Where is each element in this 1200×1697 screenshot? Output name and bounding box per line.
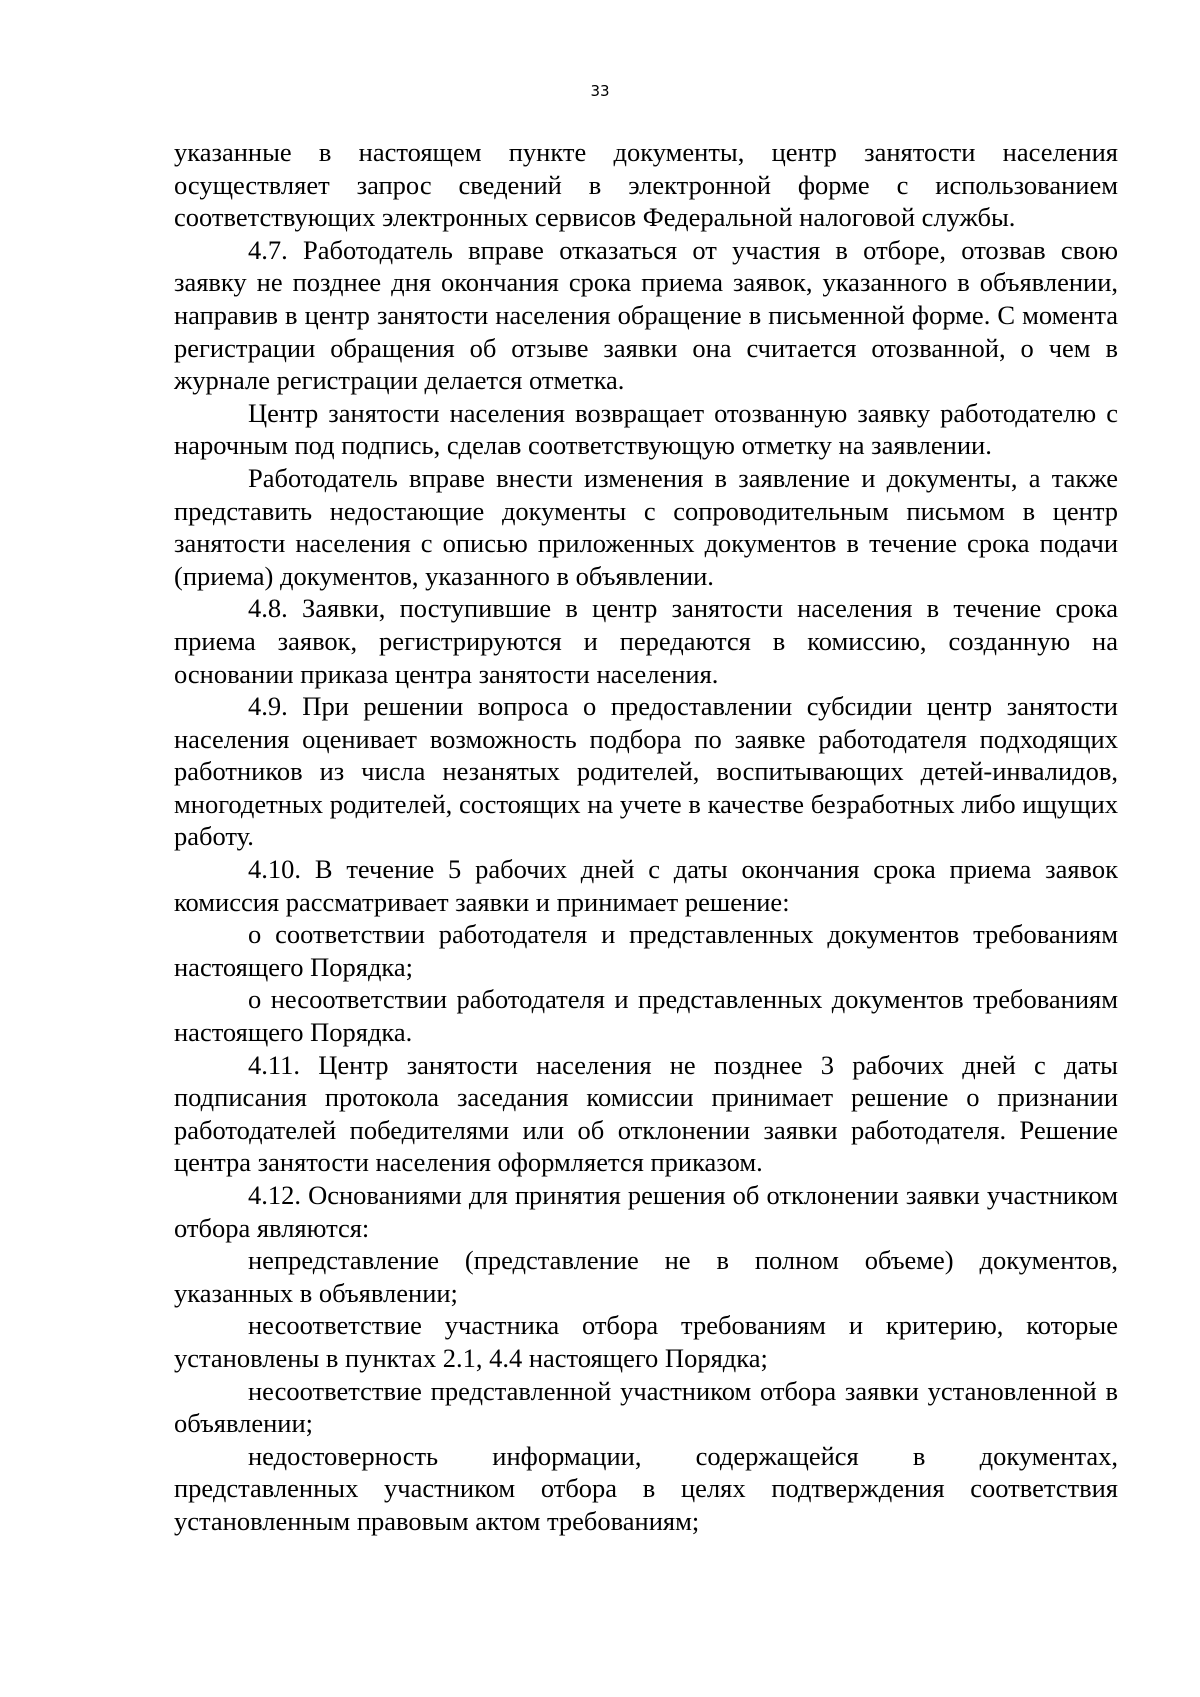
paragraph-4-9: 4.9. При решении вопроса о предоставлении субсидии центр занятости населения оценивает возможность подбора по заявке работодателя подходящих работников из числа незанятых родителей, воспитывающих детей-инвалидов, многодетных родителей, состоящих на учете в качестве безработных либо ищущих работу. — [174, 691, 1118, 852]
page-number: 33 — [590, 82, 610, 100]
paragraph-4-10: 4.10. В течение 5 рабочих дней с даты окончания срока приема заявок комиссия рассматривает заявки и принимает решение: — [174, 854, 1118, 917]
list-item: несоответствие участника отбора требованиям и критерию, которые установлены в пунктах 2.1, 4.4 настоящего Порядка; — [174, 1310, 1118, 1373]
paragraph: Центр занятости населения возвращает отозванную заявку работодателю с нарочным под подпись, сделав соответствующую отметку на заявлении. — [174, 397, 1118, 461]
document-body — [174, 136, 1118, 1538]
list-item: непредставление (представление не в полном объеме) документов, указанных в объявлении; — [174, 1245, 1118, 1308]
paragraph-continuation: указанные в настоящем пункте документы, центр занятости населения осуществляет запрос сведений в электронной форме с использованием соответствующих электронных сервисов Федеральной налоговой службы. — [174, 137, 1118, 233]
paragraph-4-12: 4.12. Основаниями для принятия решения об отклонении заявки участником отбора являются: — [174, 1180, 1118, 1243]
paragraph-4-7: 4.7. Работодатель вправе отказаться от участия в отборе, отозвав свою заявку не позднее дня окончания срока приема заявок, указанного в объявлении, направив в центр занятости населения обращение в письменной форме. С момента регистрации обращения об отзыве заявки она считается отозванной, о чем в журнале регистрации делается отметка. — [174, 234, 1118, 396]
paragraph-4-8: 4.8. Заявки, поступившие в центр занятости населения в течение срока приема заявок, регистрируются и передаются в комиссию, созданную на основании приказа центра занятости населения. — [174, 593, 1118, 689]
paragraph-4-11: 4.11. Центр занятости населения не позднее 3 рабочих дней с даты подписания протокола заседания комиссии принимает решение о признании работодателей победителями или об отклонении заявки работодателя. Решение центра занятости населения оформляется приказом. — [174, 1049, 1118, 1178]
list-item: несоответствие представленной участником отбора заявки установленной в объявлении; — [174, 1375, 1118, 1439]
paragraph: Работодатель вправе внести изменения в заявление и документы, а также представить недостающие документы с сопроводительным письмом в центр занятости населения с описью приложенных документов в течение срока подачи (приема) документов, указанного в объявлении. — [174, 462, 1118, 591]
list-item: о несоответствии работодателя и представленных документов требованиям настоящего Порядка. — [174, 984, 1118, 1048]
list-item: недостоверность информации, содержащейся в документах, представленных участником отбора в целях подтверждения соответствия установленным правовым актом требованиям; — [174, 1440, 1118, 1536]
list-item: о соответствии работодателя и представленных документов требованиям настоящего Порядка; — [174, 919, 1118, 982]
